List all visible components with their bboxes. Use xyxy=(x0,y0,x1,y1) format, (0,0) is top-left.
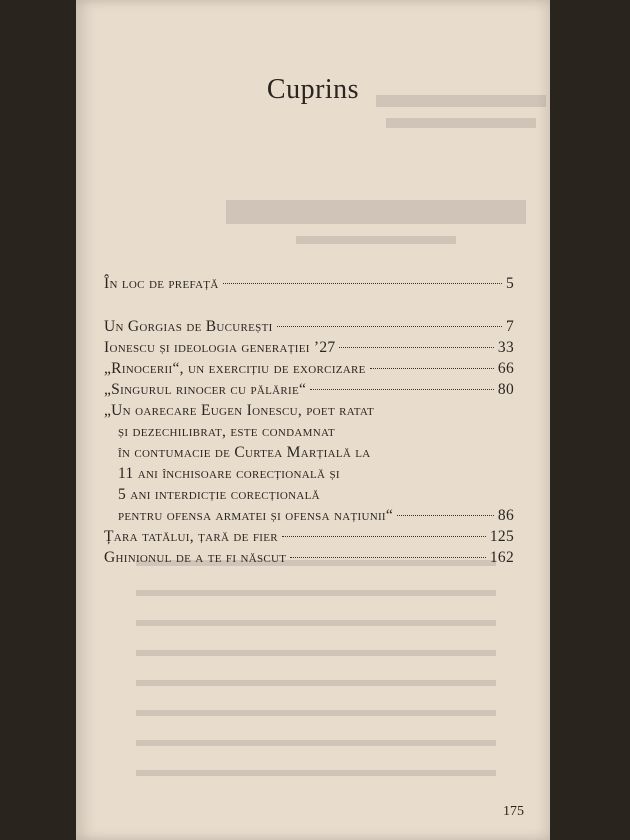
toc-entry-start xyxy=(104,402,514,420)
leader-dots xyxy=(310,389,494,390)
toc-entry-page: 5 xyxy=(505,275,514,292)
toc-continuation-line: 5 ani interdicție corecțională xyxy=(118,486,320,503)
toc-entry-title: În loc de prefață xyxy=(104,275,219,292)
toc-entry-title: Țara tatălui, țară de fier xyxy=(104,528,278,545)
leader-dots xyxy=(277,326,502,327)
toc-entry-page: 33 xyxy=(497,339,514,356)
leader-dots xyxy=(290,557,486,558)
toc-entry-page: 80 xyxy=(497,381,514,398)
toc-continuation-line: în contumacie de Curtea Marțială la xyxy=(118,444,371,461)
leader-dots xyxy=(339,347,493,348)
page-number: 175 xyxy=(503,804,524,819)
leader-dots xyxy=(370,368,494,369)
toc-entry-title: „Un oarecare Eugen Ionescu, poet ratat xyxy=(104,402,374,419)
leader-dots xyxy=(397,515,494,516)
toc-entry xyxy=(104,549,514,567)
toc-entry xyxy=(118,507,514,525)
toc-entry-page: 125 xyxy=(489,528,514,545)
toc-entry xyxy=(104,339,514,357)
toc-entry xyxy=(104,360,514,378)
leader-dots xyxy=(282,536,486,537)
toc-entry-title: pentru ofensa armatei și ofensa națiunii“ xyxy=(118,507,394,524)
toc-entry-title: Ionescu și ideologia generației ’27 xyxy=(104,339,336,356)
toc-entry xyxy=(104,275,514,293)
toc-entry-page: 7 xyxy=(505,318,514,335)
toc-entry xyxy=(104,318,514,336)
toc-entry-title: „Singurul rinocer cu pălărie“ xyxy=(104,381,307,398)
toc-entry-title: „Rinocerii“, un exercițiu de exorcizare xyxy=(104,360,366,377)
toc-continuation-line: 11 ani închisoare corecțională și xyxy=(118,465,340,482)
page-title: Cuprins xyxy=(266,74,360,105)
toc-entry xyxy=(104,528,514,546)
bleed-through-texture xyxy=(76,0,550,840)
book-page xyxy=(76,0,550,840)
leader-dots xyxy=(223,283,502,284)
toc-entry-page: 66 xyxy=(497,360,514,377)
toc-entry-title: Un Gorgias de București xyxy=(104,318,273,335)
toc-entry-page: 86 xyxy=(497,507,514,524)
toc-continuation-line: și dezechilibrat, este condamnat xyxy=(118,423,335,440)
toc-entry xyxy=(104,381,514,399)
toc-entry-page: 162 xyxy=(489,549,514,566)
toc-entry-title: Ghinionul de a te fi născut xyxy=(104,549,287,566)
